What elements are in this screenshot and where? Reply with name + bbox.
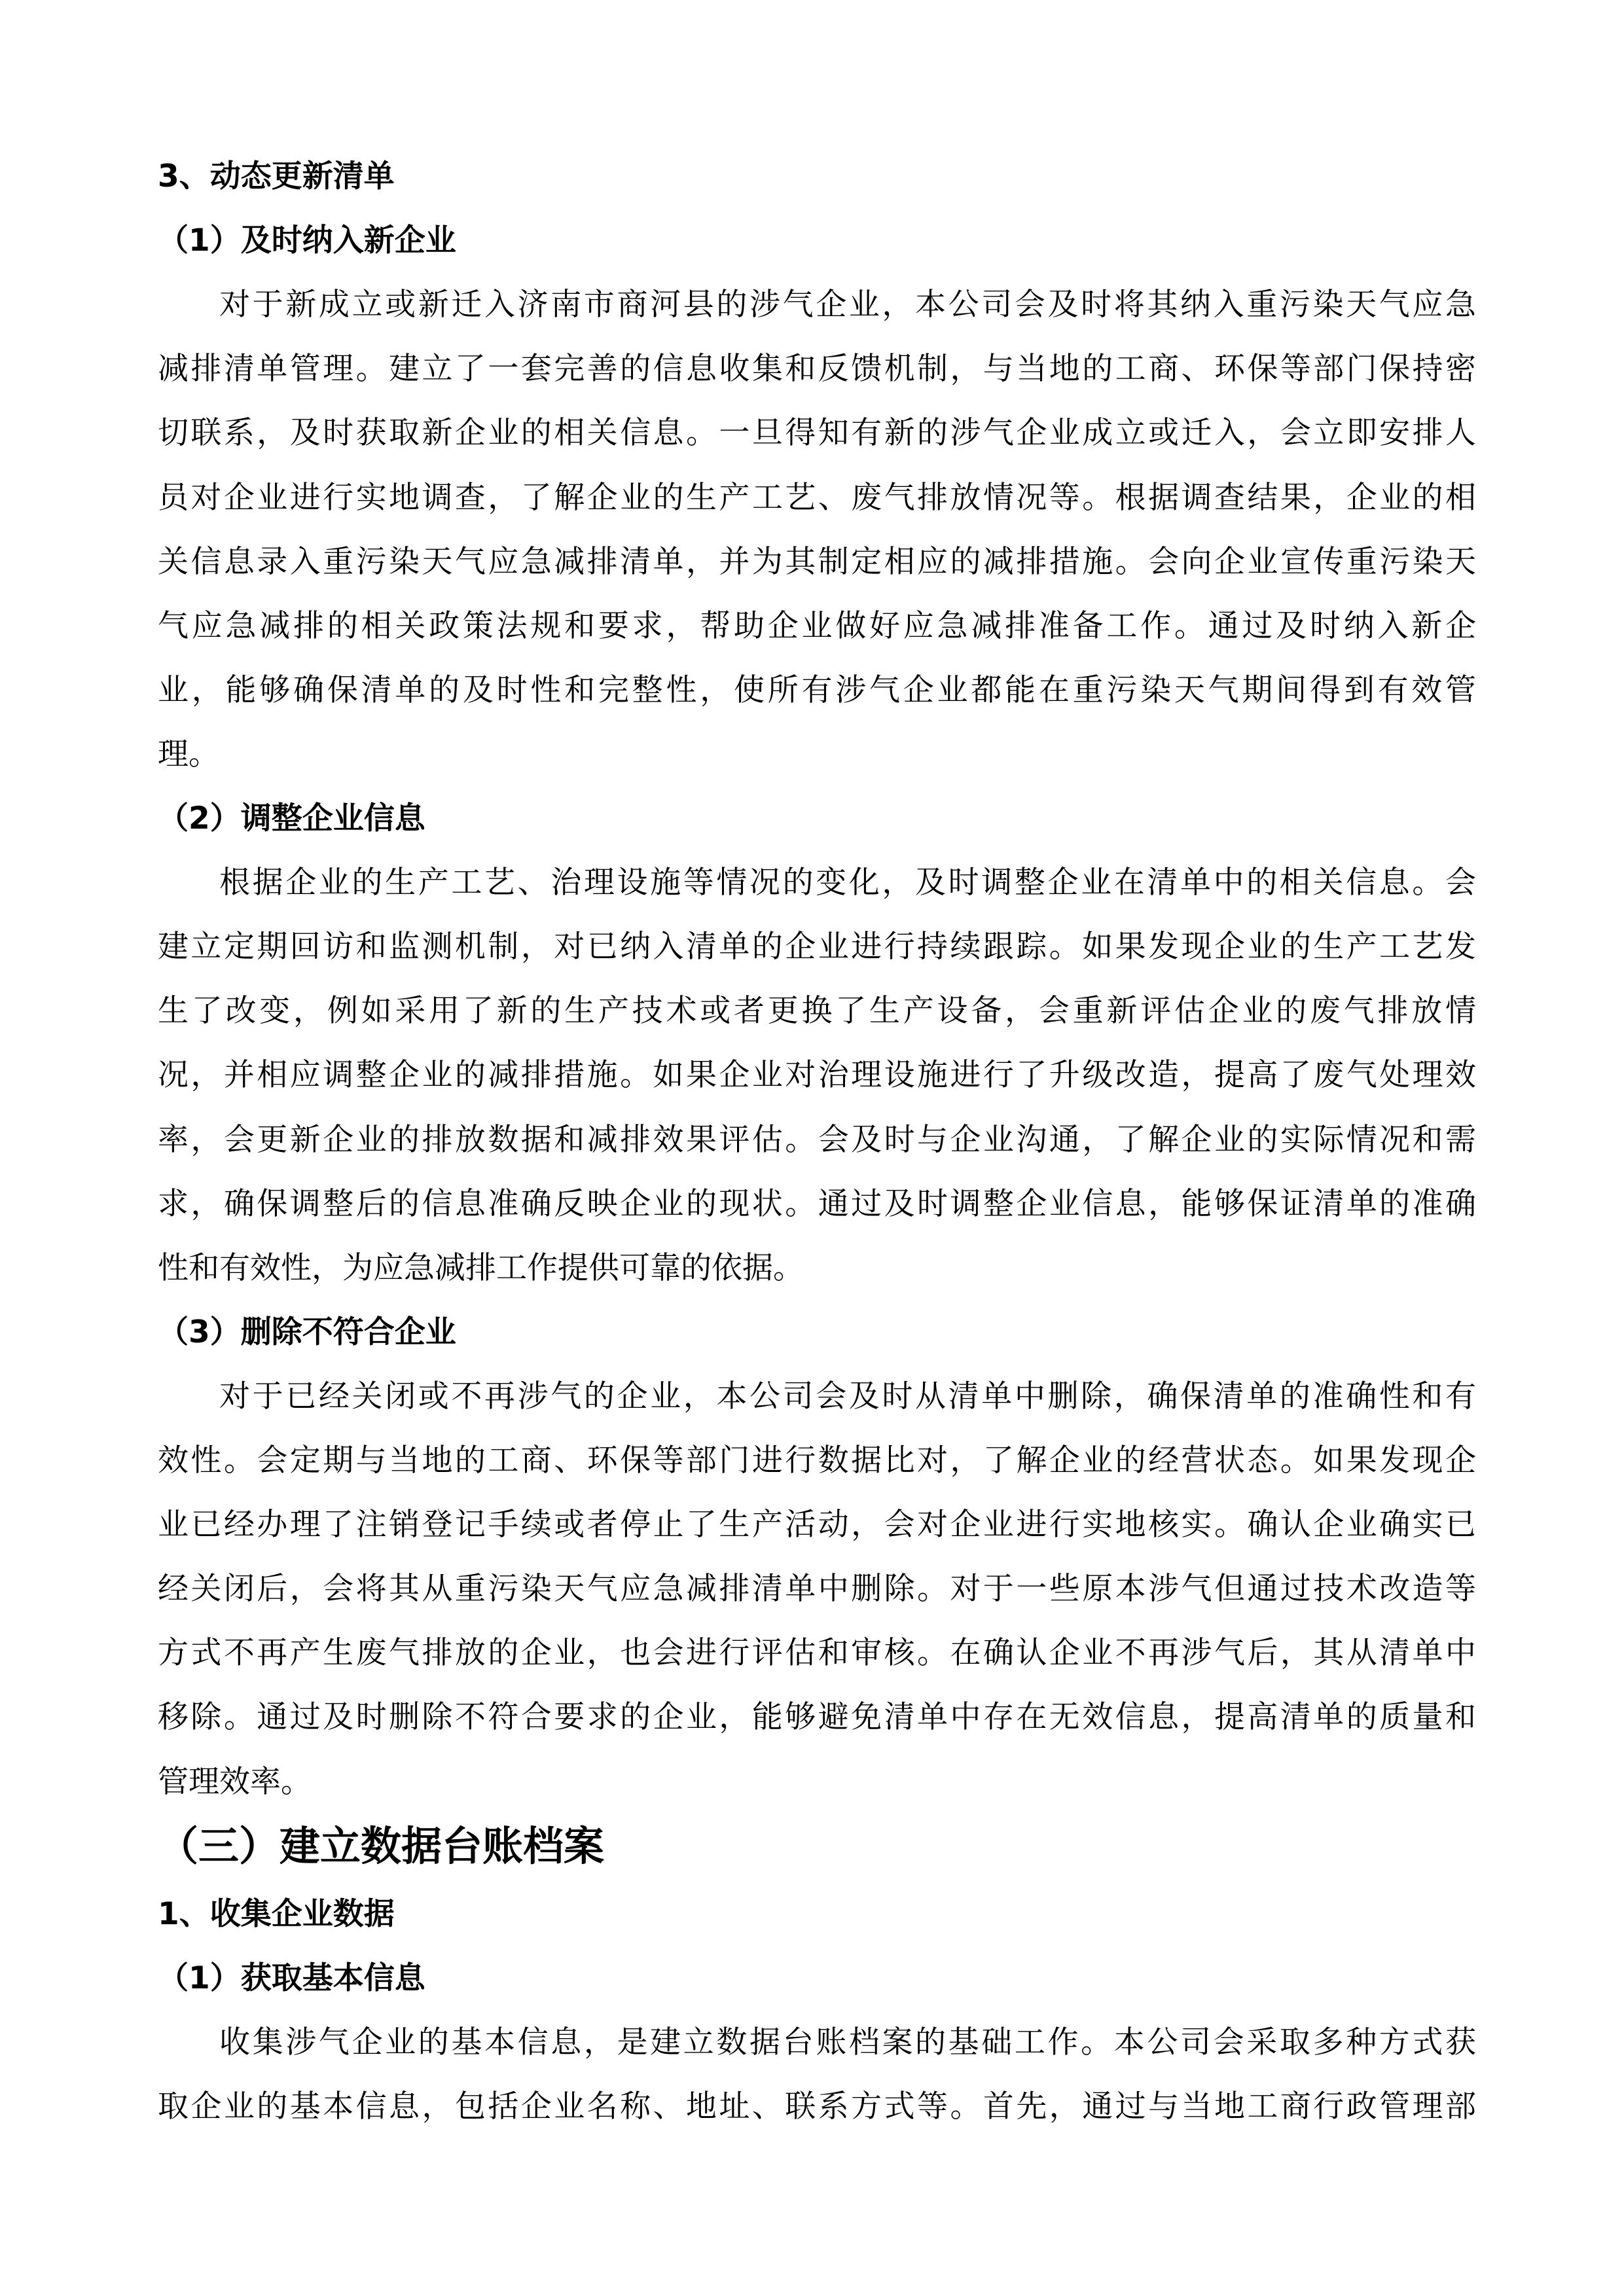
subsection-heading: （1）获取基本信息: [158, 1960, 425, 1996]
paragraph-line: 方式不再产生废气排放的企业，也会进行评估和审核。在确认企业不再涉气后，其从清单中: [158, 1635, 1476, 1672]
paragraph-line: 关信息录入重污染天气应急减排清单，并为其制定相应的减排措施。会向企业宣传重污染天: [158, 543, 1476, 580]
paragraph-line: 况，并相应调整企业的减排措施。如果企业对治理设施进行了升级改造，提高了废气处理效: [158, 1057, 1476, 1094]
paragraph-line: 切联系，及时获取新企业的相关信息。一旦得知有新的涉气企业成立或迁入，会立即安排人: [158, 415, 1476, 452]
subsection-heading: 3、动态更新清单: [158, 158, 395, 194]
paragraph-line: 业，能够确保清单的及时性和完整性，使所有涉气企业都能在重污染天气期间得到有效管: [158, 672, 1476, 708]
paragraph-line: 性和有效性，为应急减排工作提供可靠的依据。: [158, 1249, 804, 1286]
subsection-heading: （2）调整企业信息: [158, 800, 425, 836]
paragraph-line: 根据企业的生产工艺、治理设施等情况的变化，及时调整企业在清单中的相关信息。会: [219, 865, 1476, 901]
paragraph-line: 理。: [158, 736, 219, 772]
subsection-heading: （3）删除不符合企业: [158, 1314, 456, 1350]
paragraph-line: 对于已经关闭或不再涉气的企业，本公司会及时从清单中删除，确保清单的准确性和有: [219, 1378, 1476, 1414]
paragraph-line: 效性。会定期与当地的工商、环保等部门进行数据比对，了解企业的经营状态。如果发现企: [158, 1443, 1476, 1479]
paragraph-line: 对于新成立或新迁入济南市商河县的涉气企业，本公司会及时将其纳入重污染天气应急: [219, 287, 1476, 323]
paragraph-line: 求，确保调整后的信息准确反映企业的现状。通过及时调整企业信息，能够保证清单的准确: [158, 1185, 1476, 1222]
paragraph-line: 减排清单管理。建立了一套完善的信息收集和反馈机制，与当地的工商、环保等部门保持密: [158, 351, 1476, 387]
section-heading: （三）建立数据台账档案: [158, 1821, 605, 1870]
subsection-heading: （1）及时纳入新企业: [158, 223, 456, 259]
subsection-heading: 1、收集企业数据: [158, 1895, 395, 1932]
paragraph-line: 生了改变，例如采用了新的生产技术或者更换了生产设备，会重新评估企业的废气排放情: [158, 993, 1476, 1030]
paragraph-line: 管理效率。: [158, 1763, 312, 1800]
paragraph-line: 收集涉气企业的基本信息，是建立数据台账档案的基础工作。本公司会采取多种方式获: [219, 2024, 1476, 2060]
paragraph-line: 气应急减排的相关政策法规和要求，帮助企业做好应急减排准备工作。通过及时纳入新企: [158, 607, 1476, 644]
paragraph-line: 员对企业进行实地调查，了解企业的生产工艺、废气排放情况等。根据调查结果，企业的相: [158, 479, 1476, 516]
paragraph-line: 取企业的基本信息，包括企业名称、地址、联系方式等。首先，通过与当地工商行政管理部: [158, 2089, 1476, 2125]
paragraph-line: 经关闭后，会将其从重污染天气应急减排清单中删除。对于一些原本涉气但通过技术改造等: [158, 1571, 1476, 1607]
paragraph-line: 业已经办理了注销登记手续或者停止了生产活动，会对企业进行实地核实。确认企业确实已: [158, 1507, 1476, 1543]
paragraph-line: 率，会更新企业的排放数据和减排效果评估。会及时与企业沟通，了解企业的实际情况和需: [158, 1121, 1476, 1158]
paragraph-line: 移除。通过及时删除不符合要求的企业，能够避免清单中存在无效信息，提高清单的质量和: [158, 1699, 1476, 1736]
paragraph-line: 建立定期回访和监测机制，对已纳入清单的企业进行持续跟踪。如果发现企业的生产工艺发: [158, 929, 1476, 965]
